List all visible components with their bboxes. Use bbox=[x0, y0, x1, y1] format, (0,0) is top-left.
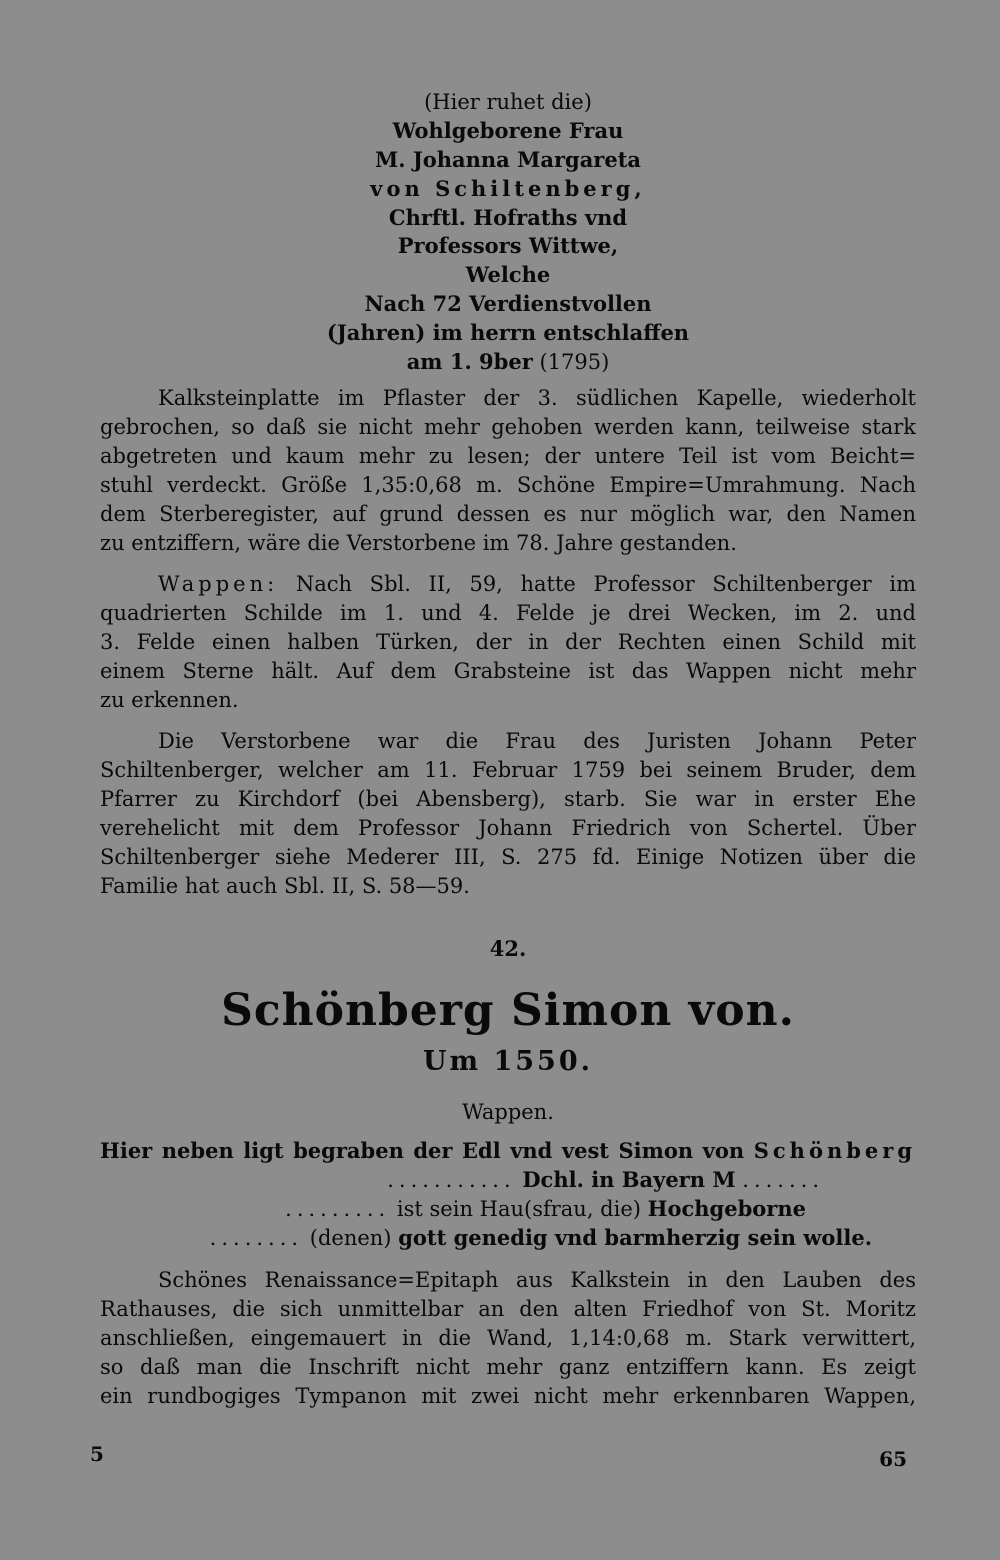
paragraph-description bbox=[100, 384, 916, 558]
inscription-line: Professors Wittwe, bbox=[397, 233, 619, 259]
epitaph-gap: ........ bbox=[209, 1226, 304, 1250]
text-line: ein rundbogiges Tympanon mit zwei nicht mehr erkennbaren Wappen, bbox=[100, 1384, 916, 1408]
text-line: abgetreten und kaum mehr zu lesen; der untere Teil ist vom Beicht= bbox=[100, 444, 916, 468]
wappen-lead: Wappen: bbox=[158, 572, 279, 596]
epitaph-text: ist sein Hau(sfrau, die) bbox=[396, 1197, 641, 1221]
inscription-date: am 1. 9ber bbox=[406, 349, 533, 375]
epitaph-name: Schönberg bbox=[753, 1138, 917, 1163]
inscription bbox=[100, 88, 916, 377]
wappen-label: Wappen. bbox=[462, 1100, 554, 1124]
paragraph-biography bbox=[100, 727, 916, 901]
text-line: Familie hat auch Sbl. II, S. 58—59. bbox=[100, 874, 470, 898]
epitaph-text: (denen) bbox=[309, 1226, 392, 1250]
text-line: dem Sterberegister, auf grund dessen es nur möglich war, den Namen bbox=[100, 502, 916, 526]
section-subtitle: Um 1550. bbox=[422, 1046, 594, 1077]
text-line: einem Sterne hält. Auf dem Grabsteine ist das Wappen nicht mehr bbox=[100, 659, 916, 683]
inscription-line: M. Johanna Margareta bbox=[374, 146, 642, 172]
inscription-line bbox=[100, 348, 916, 377]
text-line: Schiltenberger siehe Mederer III, S. 275 fd. Einige Notizen über die bbox=[100, 845, 916, 869]
section-title: Schönberg Simon von. bbox=[221, 985, 795, 1036]
inscription-line: (Jahren) im herrn entschlaffen bbox=[326, 320, 690, 346]
text-line: quadrierten Schilde im 1. und 4. Felde je drei Wecken, im 2. und bbox=[100, 601, 916, 625]
text-line bbox=[100, 570, 916, 599]
text-line: gebrochen, so daß sie nicht mehr gehoben werden kann, teilweise stark bbox=[100, 415, 916, 439]
inscription-line: Chrftl. Hofraths vnd bbox=[388, 204, 628, 230]
text-line: so daß man die Inschrift nicht mehr ganz entziffern kann. Es zeigt bbox=[100, 1355, 916, 1379]
page-number: 65 bbox=[879, 1447, 907, 1471]
epitaph-line bbox=[100, 1223, 916, 1252]
epitaph-text: gott genedig vnd barmherzig sein wolle. bbox=[398, 1225, 872, 1250]
epitaph-gap: ......... bbox=[285, 1197, 391, 1221]
text-line: Pfarrer zu Kirchdorf (bei Abensberg), starb. Sie war in erster Ehe bbox=[100, 787, 916, 811]
text-line: stuhl verdeckt. Größe 1,35:0,68 m. Schöne Empire=Umrahmung. Nach bbox=[100, 473, 916, 497]
text-line: anschließen, eingemauert in die Wand, 1,14:0,68 m. Stark verwittert, bbox=[100, 1326, 916, 1350]
text-line: 3. Felde einen halben Türken, der in der Rechten einen Schild mit bbox=[100, 630, 916, 654]
paragraph-wappen bbox=[100, 570, 916, 715]
epitaph-line bbox=[100, 1136, 916, 1165]
text-line: Die Verstorbene war die Frau des Juristen Johann Peter bbox=[158, 729, 916, 753]
epitaph-text: Dchl. in Bayern M bbox=[522, 1167, 736, 1192]
epitaph-gap: ....... bbox=[742, 1168, 824, 1192]
paragraph-epitaph-description bbox=[100, 1266, 916, 1411]
text-fragment: Nach Sbl. II, 59, hatte Professor Schiltenberger im bbox=[278, 572, 916, 596]
signature-mark: 5 bbox=[90, 1442, 104, 1466]
inscription-line: (Hier ruhet die) bbox=[424, 90, 592, 114]
epitaph-line bbox=[100, 1165, 916, 1194]
inscription-line: von Schiltenberg, bbox=[370, 175, 646, 201]
epitaph bbox=[100, 1136, 916, 1252]
inscription-year: (1795) bbox=[539, 350, 610, 375]
inscription-line: Wohlgeborene Frau bbox=[392, 117, 624, 143]
text-line: Schiltenberger, welcher am 11. Februar 1759 bei seinem Bruder, dem bbox=[100, 758, 916, 782]
epitaph-text: Hier neben ligt begraben der Edl vnd vest Simon von bbox=[100, 1138, 745, 1163]
text-line: Rathauses, die sich unmittelbar an den alten Friedhof von St. Moritz bbox=[100, 1297, 916, 1321]
text-line: zu erkennen. bbox=[100, 688, 239, 712]
inscription-line: Welche bbox=[465, 262, 551, 288]
text-line: zu entziffern, wäre die Verstorbene im 78. Jahre gestanden. bbox=[100, 531, 737, 555]
text-line: Schönes Renaissance=Epitaph aus Kalkstein in den Lauben des bbox=[158, 1268, 916, 1292]
text-line: Kalksteinplatte im Pflaster der 3. südlichen Kapelle, wiederholt bbox=[158, 386, 916, 410]
epitaph-text: Hochgeborne bbox=[647, 1196, 806, 1221]
epitaph-gap: ........... bbox=[387, 1168, 516, 1192]
inscription-line: Nach 72 Verdienstvollen bbox=[364, 291, 652, 317]
section-number: 42. bbox=[489, 936, 527, 961]
epitaph-line bbox=[100, 1194, 916, 1223]
text-line: verehelicht mit dem Professor Johann Friedrich von Schertel. Über bbox=[100, 816, 916, 840]
